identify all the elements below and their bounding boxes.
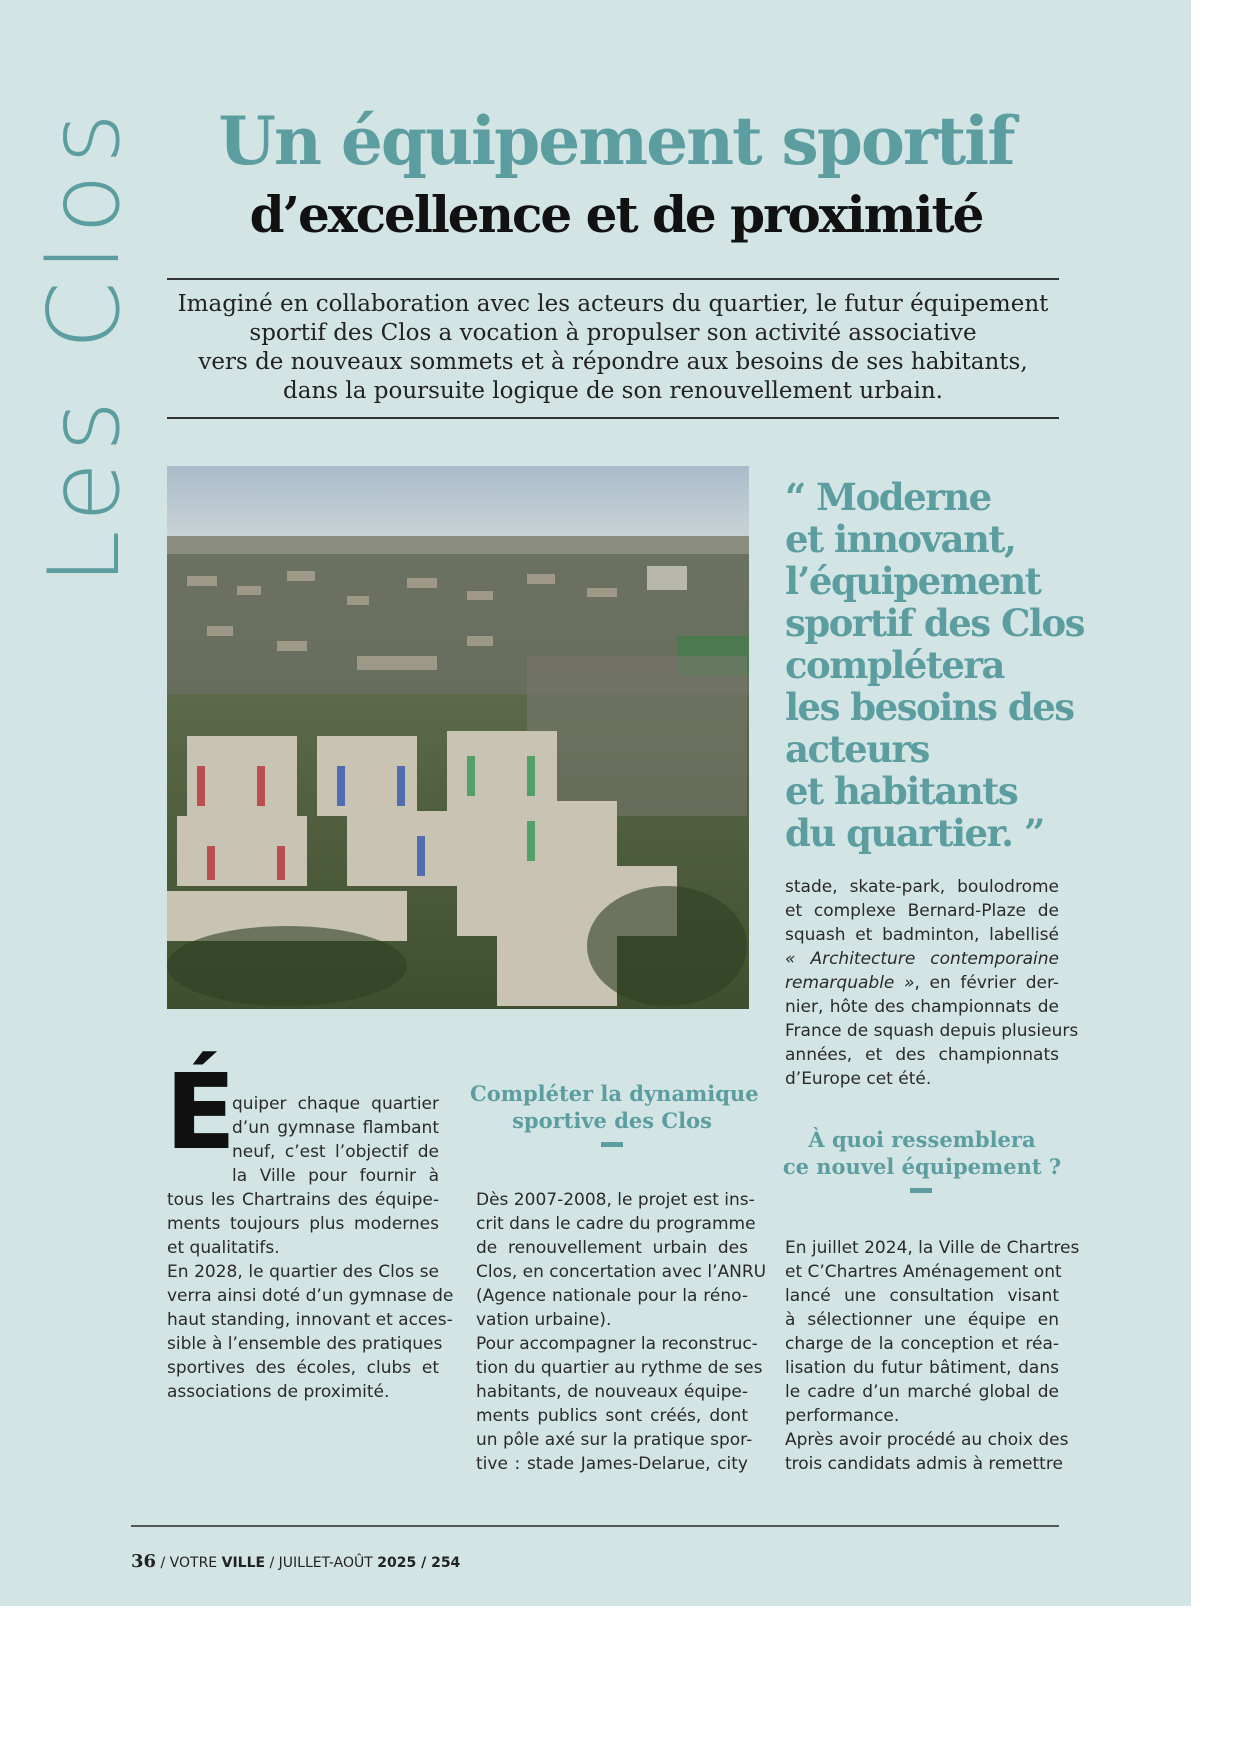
text-line: haut standing, innovant et acces- — [167, 1310, 453, 1330]
text-line: sible à l’ensemble des pratiques — [167, 1334, 443, 1354]
quote-line: “ Moderne — [785, 475, 991, 519]
lead-bottom-rule — [167, 417, 1059, 419]
column-4-text — [785, 1236, 1080, 1476]
text-line: lisation du futur bâtiment, dans — [785, 1358, 1059, 1378]
text-line: et qualitatifs. — [167, 1238, 280, 1258]
text-line: stade, skate-park, boulodrome — [785, 877, 1059, 897]
text-line: ments toujours plus modernes — [167, 1214, 439, 1234]
text-line: un pôle axé sur la pratique spor- — [476, 1430, 753, 1450]
quote-line: sportif des Clos — [785, 601, 1084, 645]
lead-line: vers de nouveaux sommets et à répondre aux besoins de ses habitants, — [198, 349, 1028, 375]
text-line — [785, 971, 1059, 995]
lead-paragraph — [167, 290, 1059, 406]
subheading-line: ce nouvel équipement ? — [782, 1154, 1062, 1179]
text-line: et C’Chartres Aménagement ont — [785, 1262, 1062, 1282]
text-line: d’Europe cet été. — [785, 1069, 932, 1089]
text-line: En juillet 2024, la Ville de Chartres — [785, 1238, 1080, 1258]
text-line: vation urbaine). — [476, 1310, 612, 1330]
title-line-1: Un équipement sportif — [218, 102, 1014, 180]
aerial-photo — [167, 466, 749, 1009]
footer-separator: / VOTRE — [156, 1555, 222, 1571]
text-line: crit dans le cadre du programme — [476, 1214, 756, 1234]
text-line: lancé une consultation visant — [785, 1286, 1059, 1306]
text-line: années, et des championnats — [785, 1045, 1059, 1065]
magazine-name: VILLE — [221, 1555, 266, 1571]
text-line: France de squash depuis plusieurs — [785, 1021, 1079, 1041]
page-footer — [131, 1551, 460, 1572]
text-line: et complexe Bernard-Plaze de — [785, 901, 1059, 921]
drop-cap: É — [165, 1051, 237, 1173]
text-line: sportives des écoles, clubs et — [167, 1358, 439, 1378]
text-line: le cadre d’un marché global de — [785, 1382, 1059, 1402]
text-line: verra ainsi doté d’un gymnase de — [167, 1286, 454, 1306]
quote-line: et habitants — [785, 769, 1018, 813]
text-line-italic: « Architecture contemporaine — [785, 949, 1059, 969]
text-line: squash et badminton, labellisé — [785, 925, 1059, 945]
text-line: performance. — [785, 1406, 900, 1426]
text-line: Pour accompagner la reconstruc- — [476, 1334, 758, 1354]
quote-line: et innovant, — [785, 517, 1016, 561]
text-line: tive : stade James-Delarue, city — [476, 1454, 748, 1474]
text-line: associations de proximité. — [167, 1382, 390, 1402]
text-line: nier, hôte des championnats de — [785, 997, 1059, 1017]
text-line: En 2028, le quartier des Clos se — [167, 1262, 439, 1282]
quote-line: du quartier. ” — [785, 811, 1044, 855]
column-2-text — [476, 1188, 767, 1476]
text-line: de renouvellement urbain des — [476, 1238, 748, 1258]
subheading-line: Compléter la dynamique — [470, 1081, 759, 1106]
page-number: 36 — [131, 1551, 157, 1572]
subheading-line: sportive des Clos — [512, 1108, 712, 1133]
vertical-section-title: Les Clos — [28, 102, 142, 585]
text-line: trois candidats admis à remettre — [785, 1454, 1063, 1474]
quote-line: les besoins des — [785, 685, 1074, 729]
pull-quote — [785, 476, 1085, 854]
text-line: Clos, en concertation avec l’ANRU — [476, 1262, 767, 1282]
column-1-text — [167, 1092, 454, 1404]
text-line: neuf, c’est l’objectif de — [232, 1142, 439, 1162]
lead-line: Imaginé en collaboration avec les acteurs du quartier, le futur équipement — [177, 291, 1049, 317]
lead-top-rule — [167, 278, 1059, 280]
text-line: Après avoir procédé au choix des — [785, 1430, 1069, 1450]
text-line: ments publics sont créés, dont — [476, 1406, 748, 1426]
footer-rule — [131, 1525, 1059, 1527]
text-line: habitants, de nouveaux équipe- — [476, 1382, 748, 1402]
quote-line: l’équipement — [785, 559, 1041, 603]
text-span: , en février der- — [914, 973, 1059, 993]
italic-text: remarquable » — [785, 973, 915, 993]
text-line: tion du quartier au rythme de ses — [476, 1358, 763, 1378]
lead-line: dans la poursuite logique de son renouvellement urbain. — [283, 378, 943, 404]
issue-number: 2025 / 254 — [377, 1555, 461, 1571]
quote-line: complétera — [785, 643, 1004, 687]
text-line: d’un gymnase flambant — [232, 1118, 439, 1138]
subheading-1 — [470, 1080, 759, 1134]
subheading-line: À quoi ressemblera — [808, 1127, 1036, 1152]
text-line: tous les Chartrains des équipe- — [167, 1190, 439, 1210]
text-line: la Ville pour fournir à — [232, 1166, 439, 1186]
quote-line: acteurs — [785, 727, 929, 771]
lead-line: sportif des Clos a vocation à propulser son activité associative — [249, 320, 977, 346]
text-line: charge de la conception et réa- — [785, 1334, 1059, 1354]
text-line: (Agence nationale pour la réno- — [476, 1286, 748, 1306]
text-line: quiper chaque quartier — [232, 1094, 439, 1114]
title-line-2: d’excellence et de proximité — [249, 185, 983, 244]
subheading-2-dash — [910, 1188, 932, 1193]
footer-separator: / JUILLET-AOÛT — [265, 1555, 378, 1571]
subheading-1-dash — [601, 1142, 623, 1147]
text-line: à sélectionner une équipe en — [785, 1310, 1059, 1330]
column-3-text — [785, 875, 1079, 1091]
text-line: Dès 2007-2008, le projet est ins- — [476, 1190, 755, 1210]
subheading-2 — [780, 1126, 1064, 1180]
